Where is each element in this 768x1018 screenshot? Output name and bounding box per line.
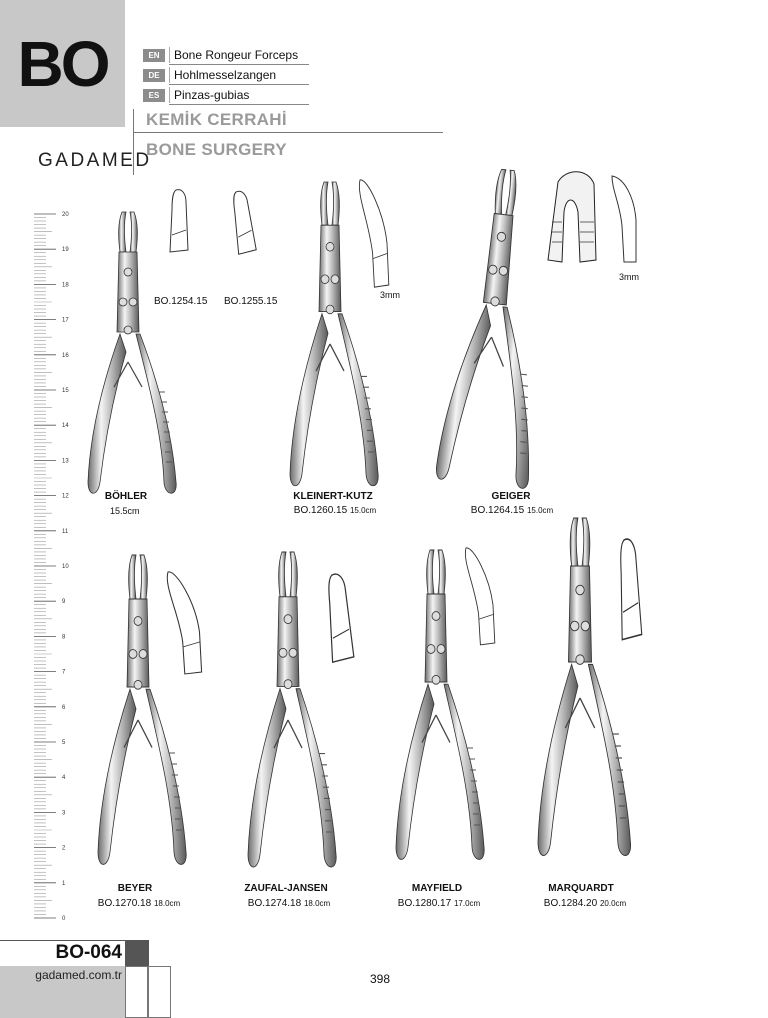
product-code: BO.1260.15: [293, 505, 348, 516]
product-code-line: [462, 505, 562, 516]
language-tag: ES: [143, 89, 165, 102]
ruler-label: 7: [62, 669, 66, 676]
ruler-label: 4: [62, 775, 66, 782]
product-name: KLEINERT-KUTZ: [293, 491, 373, 502]
product-code: BO.1274.18: [247, 898, 302, 909]
product-code: BO.1264.15: [470, 505, 525, 516]
product-code: BO.1270.18: [97, 898, 152, 909]
product-name: BEYER: [117, 883, 153, 894]
ruler-label: 10: [62, 564, 69, 570]
product-code-line: [280, 505, 390, 516]
product-length: 18.0cm: [303, 899, 331, 908]
ruler-label: 15: [62, 388, 69, 394]
ruler-label: 12: [62, 493, 69, 500]
footer-square: [148, 966, 171, 1018]
tip-size: 3mm: [619, 272, 639, 282]
ruler-label: 18: [62, 282, 69, 289]
language-tag: EN: [143, 49, 165, 62]
product-length: 15.0cm: [349, 506, 377, 515]
ruler-label: 13: [62, 458, 69, 465]
tip-detail: [548, 172, 596, 262]
footer-square: [125, 966, 148, 1018]
ruler-label: 9: [62, 599, 66, 606]
product-code-line: [84, 898, 194, 909]
category-title-tr: KEMİK CERRAHİ: [146, 110, 287, 129]
ruler-label: 3: [62, 810, 66, 817]
product-length: 18.0cm: [153, 899, 181, 908]
tip-code: BO.1255.15: [224, 296, 278, 307]
category-title-en: BONE SURGERY: [146, 140, 287, 159]
product-code-line: [530, 898, 640, 909]
product-code: BO.1280.17: [397, 898, 452, 909]
language-text: Pinzas-gubias: [169, 87, 249, 103]
product-name: MAYFIELD: [411, 883, 463, 894]
ruler-label: 6: [62, 704, 66, 711]
product-length: 15.5cm: [110, 506, 140, 516]
ruler-label: 8: [62, 634, 66, 641]
product-code: BO.1284.20: [543, 898, 598, 909]
ruler-label: 0: [62, 916, 66, 922]
product-name: ZAUFAL-JANSEN: [244, 883, 328, 894]
product-length: 17.0cm: [453, 899, 481, 908]
language-text: Hohlmesselzangen: [169, 67, 276, 83]
page-code: BO-064: [55, 942, 122, 963]
product-code-line: [234, 898, 344, 909]
footer-dark-block: [125, 940, 149, 966]
product-code-line: [384, 898, 494, 909]
tip-size: 3mm: [380, 290, 400, 300]
product-name: MARQUARDT: [548, 883, 614, 894]
brand-logo: GADAMED: [38, 150, 152, 171]
ruler-label: 11: [62, 528, 69, 535]
ruler-label: 14: [62, 423, 69, 430]
ruler-label: 2: [62, 845, 66, 852]
ruler-label: 5: [62, 740, 66, 746]
ruler-label: 1: [62, 880, 66, 887]
ruler-label: 17: [62, 317, 69, 324]
ruler-label: 20: [62, 212, 69, 218]
language-tag: DE: [143, 69, 165, 82]
website-link[interactable]: gadamed.com.tr: [35, 968, 122, 982]
product-length: 15.0cm: [526, 506, 554, 515]
product-length: 20.0cm: [599, 899, 627, 908]
section-code: BO: [17, 28, 108, 100]
language-text: Bone Rongeur Forceps: [169, 47, 298, 63]
product-name: BÖHLER: [104, 491, 148, 502]
ruler-label: 16: [62, 352, 69, 359]
tip-code: BO.1254.15: [154, 296, 208, 307]
product-name: GEIGER: [491, 491, 531, 502]
ruler-label: 19: [62, 247, 69, 254]
page-number: 398: [370, 972, 391, 986]
